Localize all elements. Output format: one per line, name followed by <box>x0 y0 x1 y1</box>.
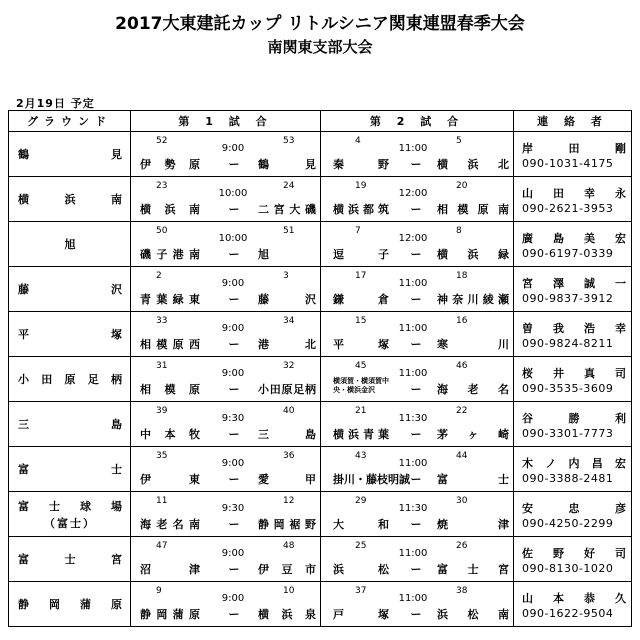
start-time: 12:00 <box>398 188 428 199</box>
ground-name: 平塚 <box>18 328 122 341</box>
versus-dash: ー <box>410 293 422 306</box>
versus-dash: ー <box>228 518 240 531</box>
start-time: 11:00 <box>398 458 428 469</box>
game-number: 32 <box>283 361 295 371</box>
game-number: 26 <box>456 541 468 551</box>
column-header-match1: 第 1 試 合 <box>131 111 321 132</box>
contact-cell <box>514 492 632 537</box>
table-row <box>9 267 632 312</box>
match2-cell <box>321 132 514 177</box>
team-name: 伊勢原 <box>140 158 200 171</box>
team-name: 静岡裾野 <box>258 518 316 531</box>
table-row <box>9 447 632 492</box>
ground-name: 三島 <box>18 418 122 431</box>
contact-phone: 090-3388-2481 <box>522 472 614 485</box>
table-row <box>9 582 632 627</box>
versus-dash: ー <box>228 248 240 261</box>
table-row <box>9 402 632 447</box>
table-row <box>9 222 632 267</box>
contact-name: 山田幸永 <box>522 187 626 200</box>
game-number: 10 <box>283 586 295 596</box>
team-name: 横浜北 <box>437 158 509 171</box>
team-name: 横浜南 <box>140 203 200 216</box>
game-number: 12 <box>283 496 295 506</box>
match2-cell <box>321 312 514 357</box>
game-number: 15 <box>355 316 367 326</box>
match1-cell <box>131 447 321 492</box>
game-number: 34 <box>283 316 295 326</box>
start-time: 9:00 <box>221 548 245 559</box>
game-number: 5 <box>456 136 462 146</box>
game-number: 18 <box>456 271 468 281</box>
versus-dash: ー <box>228 203 240 216</box>
game-number: 33 <box>156 316 168 326</box>
contact-cell <box>514 267 632 312</box>
match1-cell <box>131 357 321 402</box>
match1-cell <box>131 177 321 222</box>
game-number: 48 <box>283 541 295 551</box>
table-row <box>9 537 632 582</box>
contact-name: 谷勝利 <box>522 412 626 425</box>
versus-dash: ー <box>410 473 422 486</box>
start-time: 9:30 <box>221 413 245 424</box>
match1-cell <box>131 402 321 447</box>
versus-dash: ー <box>410 158 422 171</box>
team-name: 平塚 <box>333 338 389 351</box>
team-name: 中本牧 <box>140 428 200 441</box>
column-header-contact: 連 絡 者 <box>514 111 632 132</box>
ground-name: 富士宮 <box>18 553 122 566</box>
team-name: 焼津 <box>437 518 509 531</box>
team-name: 鎌倉 <box>333 293 389 306</box>
versus-dash: ー <box>228 293 240 306</box>
team-name: 藤沢 <box>258 293 316 306</box>
game-number: 17 <box>355 271 367 281</box>
team-name: 磯子港南 <box>140 248 200 261</box>
game-number: 8 <box>456 226 462 236</box>
match2-cell <box>321 582 514 627</box>
contact-phone: 090-1031-4175 <box>522 157 614 170</box>
game-number: 7 <box>355 226 361 236</box>
ground-name: 小田原足柄 <box>18 373 122 386</box>
game-number: 35 <box>156 451 168 461</box>
game-number: 20 <box>456 181 468 191</box>
team-name: 富士宮 <box>437 563 509 576</box>
start-time: 11:00 <box>398 143 428 154</box>
game-number: 39 <box>156 406 168 416</box>
start-time: 9:00 <box>221 323 245 334</box>
game-number: 19 <box>355 181 367 191</box>
start-time: 11:00 <box>398 548 428 559</box>
game-number: 31 <box>156 361 168 371</box>
versus-dash: ー <box>228 428 240 441</box>
table-row <box>9 132 632 177</box>
contact-cell <box>514 357 632 402</box>
game-number: 40 <box>283 406 295 416</box>
team-name: 横浜泉 <box>258 608 316 621</box>
team-name: 掛川・藤枝明誠 <box>333 473 410 486</box>
contact-name: 安忠彦 <box>522 502 626 515</box>
contact-phone: 090-6197-0339 <box>522 247 614 260</box>
contact-name: 廣島美宏 <box>522 232 626 245</box>
ground-cell <box>9 357 131 402</box>
contact-cell <box>514 582 632 627</box>
contact-cell <box>514 312 632 357</box>
schedule-table <box>8 110 632 627</box>
game-number: 3 <box>283 271 289 281</box>
contact-phone: 090-4250-2299 <box>522 517 614 530</box>
match1-cell <box>131 222 321 267</box>
team-name: 二宮大磯 <box>258 203 316 216</box>
column-header-ground: グラウンド <box>9 111 131 132</box>
team-name: 浜松 <box>333 563 389 576</box>
game-number: 29 <box>355 496 367 506</box>
game-number: 30 <box>456 496 468 506</box>
ground-cell <box>9 402 131 447</box>
ground-name: 富士 <box>18 463 122 476</box>
team-name: 青葉緑東 <box>140 293 200 306</box>
ground-cell <box>9 132 131 177</box>
game-number: 37 <box>355 586 367 596</box>
game-number: 9 <box>156 586 162 596</box>
table-row <box>9 177 632 222</box>
start-time: 9:00 <box>221 458 245 469</box>
game-number: 46 <box>456 361 468 371</box>
table-row <box>9 357 632 402</box>
game-number: 25 <box>355 541 367 551</box>
contact-phone: 090-9837-3912 <box>522 292 614 305</box>
start-time: 12:00 <box>398 233 428 244</box>
ground-cell <box>9 582 131 627</box>
contact-name: 山本恭久 <box>522 592 626 605</box>
game-number: 22 <box>456 406 468 416</box>
team-name: 伊豆市 <box>258 563 316 576</box>
ground-cell <box>9 222 131 267</box>
game-number: 24 <box>283 181 295 191</box>
game-number: 23 <box>156 181 168 191</box>
game-number: 2 <box>156 271 162 281</box>
match2-cell <box>321 447 514 492</box>
start-time: 11:00 <box>398 323 428 334</box>
game-number: 16 <box>456 316 468 326</box>
contact-name: 佐野好司 <box>522 547 626 560</box>
start-time: 10:00 <box>218 188 248 199</box>
start-time: 9:00 <box>221 368 245 379</box>
versus-dash: ー <box>410 608 422 621</box>
contact-cell <box>514 537 632 582</box>
versus-dash: ー <box>228 608 240 621</box>
game-number: 43 <box>355 451 367 461</box>
match1-cell <box>131 492 321 537</box>
versus-dash: ー <box>410 518 422 531</box>
versus-dash: ー <box>228 473 240 486</box>
contact-cell <box>514 447 632 492</box>
contact-phone: 090-9824-8211 <box>522 337 614 350</box>
team-name: 相模原西 <box>140 338 200 351</box>
start-time: 9:30 <box>221 503 245 514</box>
ground-cell <box>9 492 131 537</box>
game-number: 38 <box>456 586 468 596</box>
team-name: 茅ヶ崎 <box>437 428 509 441</box>
game-number: 45 <box>355 361 367 371</box>
team-name: 伊東 <box>140 473 200 486</box>
team-name: 小田原足柄 <box>258 383 316 396</box>
versus-dash: ー <box>410 338 422 351</box>
start-time: 11:00 <box>398 593 428 604</box>
team-name: 海老名南 <box>140 518 200 531</box>
game-number: 4 <box>355 136 361 146</box>
team-name: 逗子 <box>333 248 389 261</box>
versus-dash: ー <box>410 248 422 261</box>
match1-cell <box>131 537 321 582</box>
start-time: 9:00 <box>221 143 245 154</box>
match2-cell <box>321 267 514 312</box>
start-time: 10:00 <box>218 233 248 244</box>
game-number: 47 <box>156 541 168 551</box>
contact-cell <box>514 402 632 447</box>
contact-name: 桜井真司 <box>522 367 626 380</box>
team-name: 沼津 <box>140 563 200 576</box>
versus-dash: ー <box>228 563 240 576</box>
ground-name: 横浜南 <box>18 193 122 206</box>
contact-phone: 090-2621-3953 <box>522 202 614 215</box>
contact-phone: 090-3301-7773 <box>522 427 614 440</box>
team-name: 三島 <box>258 428 316 441</box>
team-name: 旭 <box>258 248 269 261</box>
team-name: 鶴見 <box>258 158 316 171</box>
game-number: 21 <box>355 406 367 416</box>
team-name: 戸塚 <box>333 608 389 621</box>
team-name: 横浜緑 <box>437 248 509 261</box>
start-time: 9:00 <box>221 593 245 604</box>
game-number: 11 <box>156 496 168 506</box>
game-number: 51 <box>283 226 295 236</box>
ground-name: （富士） <box>44 516 96 530</box>
match2-cell <box>321 492 514 537</box>
header-row <box>9 111 632 132</box>
page-title: 2017大東建託カップ リトルシニア関東連盟春季大会 <box>115 14 525 34</box>
team-name: 神奈川綾瀬 <box>437 293 509 306</box>
ground-name: 藤沢 <box>18 283 122 296</box>
game-number: 53 <box>283 136 295 146</box>
contact-phone: 090-8130-1020 <box>522 562 614 575</box>
team-name: 相模原南 <box>437 203 509 216</box>
match2-cell <box>321 402 514 447</box>
versus-dash: ー <box>410 383 422 396</box>
game-number: 44 <box>456 451 468 461</box>
contact-name: 岸田剛 <box>522 142 626 155</box>
game-number: 36 <box>283 451 295 461</box>
match2-cell <box>321 537 514 582</box>
team-name: 大和 <box>333 518 389 531</box>
contact-phone: 090-1622-9504 <box>522 607 614 620</box>
team-name: 富士 <box>437 473 509 486</box>
team-name: 横浜青葉 <box>333 428 389 441</box>
team-name: 愛甲 <box>258 473 316 486</box>
contact-cell <box>514 132 632 177</box>
ground-name: 静岡蒲原 <box>18 598 122 611</box>
versus-dash: ー <box>410 563 422 576</box>
page-subtitle: 南関東支部大会 <box>267 38 373 56</box>
match1-cell <box>131 582 321 627</box>
versus-dash: ー <box>410 428 422 441</box>
contact-cell <box>514 222 632 267</box>
versus-dash: ー <box>228 158 240 171</box>
ground-name: 富士球場 <box>18 499 122 513</box>
match2-cell <box>321 357 514 402</box>
versus-dash: ー <box>228 338 240 351</box>
ground-cell <box>9 267 131 312</box>
start-time: 11:00 <box>398 368 428 379</box>
contact-phone: 090-3535-3609 <box>522 382 614 395</box>
team-name: 海老名 <box>437 383 509 396</box>
versus-dash: ー <box>228 383 240 396</box>
team-name: 寒川 <box>437 338 509 351</box>
start-time: 11:30 <box>398 503 428 514</box>
team-name: 横須賀・横須賀中央・横浜金沢 <box>333 377 389 394</box>
ground-cell <box>9 537 131 582</box>
game-number: 50 <box>156 226 168 236</box>
team-name: 静岡蒲原 <box>140 608 200 621</box>
column-header-match2: 第 2 試 合 <box>321 111 514 132</box>
contact-cell <box>514 177 632 222</box>
team-name: 港北 <box>258 338 316 351</box>
ground-cell <box>9 312 131 357</box>
ground-name: 旭 <box>64 238 76 251</box>
team-name: 横浜都筑 <box>333 203 389 216</box>
ground-cell <box>9 447 131 492</box>
match1-cell <box>131 267 321 312</box>
team-name: 相模原 <box>140 383 200 396</box>
table-row <box>9 312 632 357</box>
start-time: 11:30 <box>398 413 428 424</box>
match2-cell <box>321 177 514 222</box>
contact-name: 木ノ内昌宏 <box>522 457 626 470</box>
team-name: 浜松南 <box>437 608 509 621</box>
ground-cell <box>9 177 131 222</box>
start-time: 11:00 <box>398 278 428 289</box>
start-time: 9:00 <box>221 278 245 289</box>
team-name: 秦野 <box>333 158 389 171</box>
table-row <box>9 492 632 537</box>
match1-cell <box>131 312 321 357</box>
ground-name: 鶴 見 <box>18 148 122 161</box>
match2-cell <box>321 222 514 267</box>
contact-name: 宮澤誠一 <box>522 277 626 290</box>
versus-dash: ー <box>410 203 422 216</box>
match1-cell <box>131 132 321 177</box>
schedule-date: 2月19日 予定 <box>16 97 95 110</box>
game-number: 52 <box>156 136 168 146</box>
contact-name: 曽我浩幸 <box>522 322 626 335</box>
